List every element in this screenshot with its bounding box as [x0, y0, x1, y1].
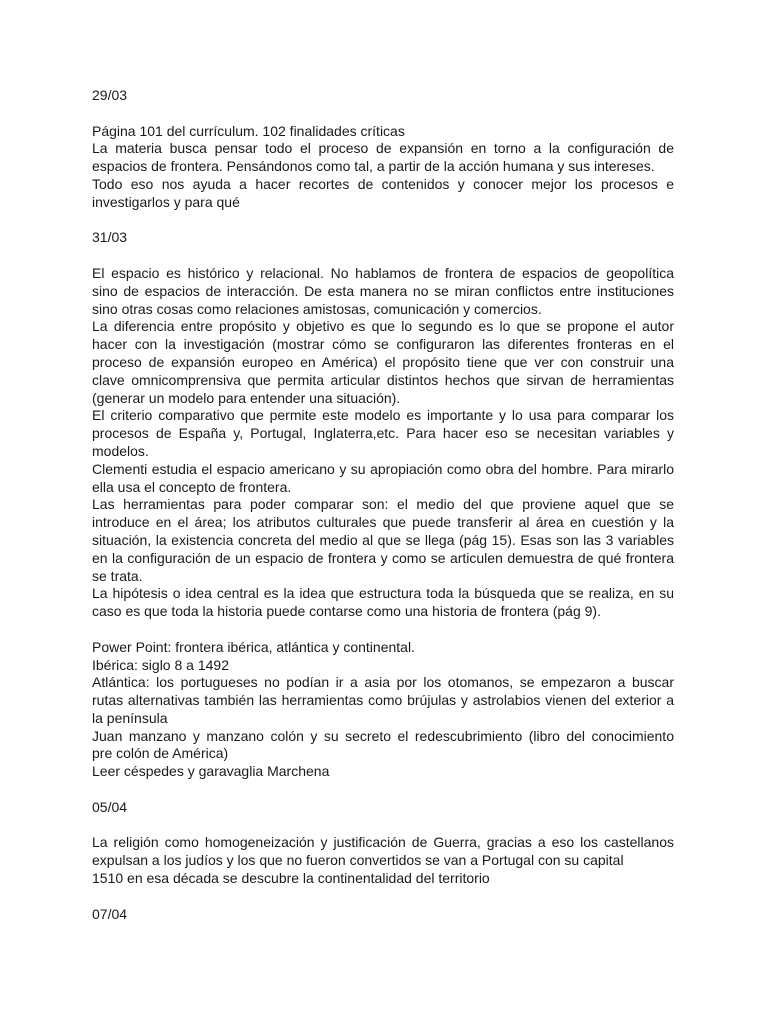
text-line: La diferencia entre propósito y objetivo es que lo segundo es lo que se propone el autor — [92, 318, 674, 335]
note-section — [92, 87, 674, 229]
blank-line — [92, 212, 674, 230]
text-line: La religión como homogeneización y justificación de Guerra, gracias a eso los castellanos — [92, 834, 674, 851]
text-line: El espacio es histórico y relacional. No hablamos de frontera de espacios de geopolítica — [92, 264, 674, 281]
paragraph — [92, 639, 674, 657]
blank-line — [92, 621, 674, 639]
text-line: pre colón de América) — [92, 745, 229, 762]
section-date: 31/03 — [92, 229, 128, 246]
text-line: hacer con la investigación (mostrar cómo se configuraron las diferentes fronteras en el — [92, 336, 674, 353]
text-line: introduce en el área; los atributos culturales que puede transferir al área en cuestión y la — [92, 514, 674, 531]
text-line: Atlántica: los portugueses no podían ir a asia por los otomanos, se empezaron a buscar — [92, 674, 674, 691]
paragraph — [92, 265, 674, 318]
text-line: modelos. — [92, 442, 149, 459]
blank-line — [92, 105, 674, 123]
section-date: 07/04 — [92, 905, 128, 922]
text-line: sino otras cosas como relaciones amistosas, comunicación y comercios. — [92, 300, 542, 317]
text-line: Juan manzano y manzano colón y su secreto el redescubrimiento (libro del conocimiento — [92, 727, 674, 744]
section-date: 05/04 — [92, 798, 128, 815]
text-line: Leer céspedes y garavaglia Marchena — [92, 763, 330, 780]
blank-line — [92, 888, 674, 906]
text-line: La hipótesis o idea central es la idea que estructura toda la búsqueda que se realiza, en su — [92, 585, 674, 602]
text-line: proceso de expansión europeo en América) el propósito tiene que ver con construir una — [92, 353, 674, 370]
paragraph — [92, 318, 674, 407]
paragraph — [92, 407, 674, 460]
paragraph — [92, 657, 674, 675]
text-line: Ibérica: siglo 8 a 1492 — [92, 656, 229, 673]
text-line: expulsan a los judíos y los que no fueron convertidos se van a Portugal con su capital — [92, 852, 624, 869]
text-line: caso es que toda la historia puede contarse como una historia de frontera (pág 9). — [92, 603, 601, 620]
blank-line — [92, 247, 674, 265]
text-line: Clementi estudia el espacio americano y su apropiación como obra del hombre. Para mirarlo — [92, 460, 674, 477]
note-section — [92, 799, 674, 906]
text-line: Todo eso nos ayuda a hacer recortes de contenidos y conocer mejor los procesos e — [92, 175, 674, 192]
text-line: La materia busca pensar todo el proceso de expansión en torno a la configuración de — [92, 140, 674, 157]
text-line: Las herramientas para poder comparar son: el medio del que proviene aquel que se — [92, 496, 674, 513]
text-line: espacios de frontera. Pensándonos como tal, a partir de la acción humana y sus intereses. — [92, 158, 655, 175]
text-line: en la configuración de un espacio de frontera y como se articulen demuestra de qué frontera — [92, 549, 674, 566]
note-section — [92, 906, 674, 924]
paragraph — [92, 123, 674, 141]
paragraph — [92, 176, 674, 212]
paragraph — [92, 585, 674, 621]
paragraph — [92, 763, 674, 781]
text-line: ella usa el concepto de frontera. — [92, 478, 292, 495]
paragraph — [92, 461, 674, 497]
text-line: la península — [92, 709, 168, 726]
blank-line — [92, 817, 674, 835]
text-line: rutas alternativas también las herramientas como brújulas y astrolabios vienen del exterior a — [92, 692, 674, 709]
text-line: investigarlos y para qué — [92, 193, 240, 210]
paragraph — [92, 140, 674, 176]
text-line: sino de espacios de interacción. De esta manera no se miran conflictos entre instituciones — [92, 282, 674, 299]
text-line: situación, la existencia concreta del medio al que se llega (pág 15). Esas son las 3 variables — [92, 531, 674, 548]
text-line: Power Point: frontera ibérica, atlántica y continental. — [92, 638, 415, 655]
text-line: Página 101 del currículum. 102 finalidades críticas — [92, 122, 405, 139]
paragraph — [92, 674, 674, 727]
text-line: clave omnicomprensiva que permita articular distintos hechos que sirvan de herramientas — [92, 371, 674, 388]
text-line: 1510 en esa década se descubre la continentalidad del territorio — [92, 870, 490, 887]
paragraph — [92, 728, 674, 764]
text-line: se trata. — [92, 567, 143, 584]
section-date: 29/03 — [92, 87, 128, 103]
text-line: (generar un modelo para entender una situación). — [92, 389, 401, 406]
text-line: procesos de España y, Portugal, Inglaterra,etc. Para hacer eso se necesitan variables y — [92, 425, 674, 442]
paragraph — [92, 496, 674, 585]
document-page — [92, 87, 674, 923]
blank-line — [92, 781, 674, 799]
text-line: El criterio comparativo que permite este modelo es importante y lo usa para comparar los — [92, 407, 674, 424]
note-section — [92, 229, 674, 799]
paragraph — [92, 834, 674, 887]
